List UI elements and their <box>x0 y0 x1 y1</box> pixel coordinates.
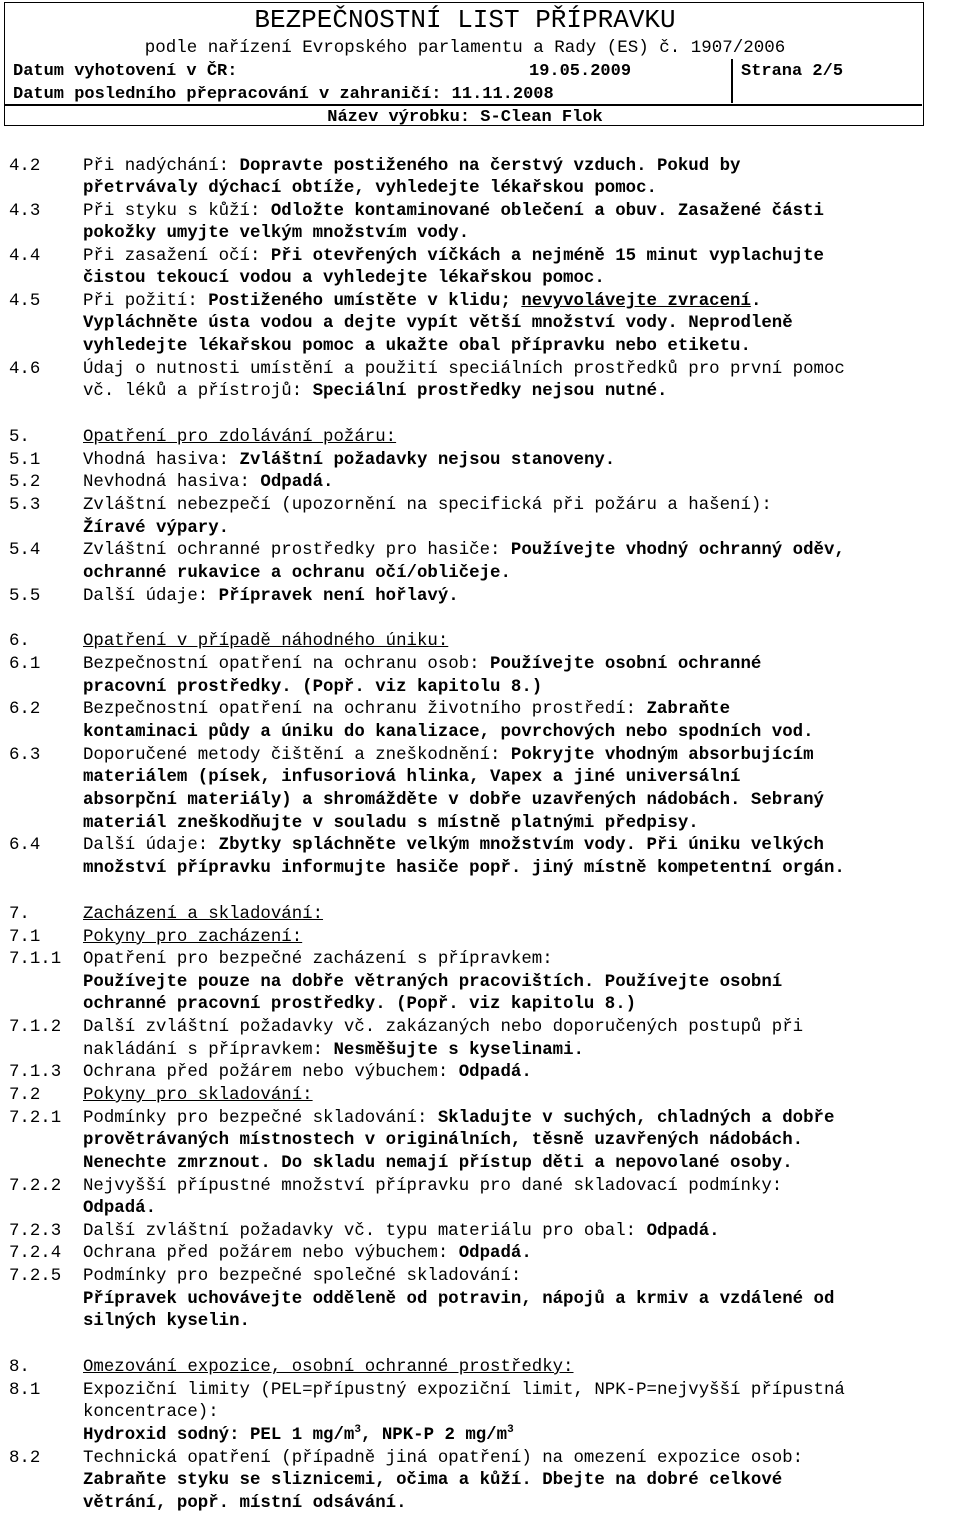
document-header <box>4 2 924 126</box>
item-text: Ochrana před požárem nebo výbuchem: Odpadá. <box>83 1244 532 1263</box>
item-text: Podmínky pro bezpečné skladování: Skladujte v suchých, chladných a dobře <box>83 1109 835 1128</box>
item-text: materiál zneškodňujte v souladu s místně platnými předpisy. <box>83 814 699 833</box>
translation-date: Datum posledního přepracování v zahraničí: 11.11.2008 <box>13 85 554 104</box>
item-text: nakládání s přípravkem: Nesměšujte s kyselinami. <box>83 1041 584 1060</box>
item-text: Zvláštní ochranné prostředky pro hasiče: Používejte vhodný ochranný oděv, <box>83 541 845 560</box>
item-text: Při styku s kůží: Odložte kontaminované oblečení a obuv. Zasažené části <box>83 202 824 221</box>
item-text: silných kyselin. <box>83 1312 250 1331</box>
item-number: 5.5 <box>9 587 41 606</box>
item-number: 5.2 <box>9 473 41 492</box>
item-number: 6.4 <box>9 836 41 855</box>
item-number: 4.3 <box>9 202 41 221</box>
item-text: Zvláštní nebezpečí (upozornění na specifická při požáru a hašení): <box>83 496 772 515</box>
item-text: ochranné pracovní prostředky. (Popř. viz kapitolu 8.) <box>83 995 637 1014</box>
item-text: Při nadýchání: Dopravte postiženého na čerstvý vzduch. Pokud by <box>83 157 741 176</box>
item-text: Ochrana před požárem nebo výbuchem: Odpadá. <box>83 1063 532 1082</box>
item-text: Doporučené metody čištění a zneškodnění: Pokryjte vhodným absorbujícím <box>83 746 814 765</box>
item-text: Vypláchněte ústa vodou a dejte vypít větší množství vody. Neprodleně <box>83 314 793 333</box>
item-text: čistou tekoucí vodou a vyhledejte lékařskou pomoc. <box>83 269 605 288</box>
item-text: Bezpečnostní opatření na ochranu životního prostředí: Zabraňte <box>83 700 731 719</box>
item-text: Další zvláštní požadavky vč. zakázaných nebo doporučených postupů při <box>83 1018 804 1037</box>
item-text: Zabraňte styku se sliznicemi, očima a kůží. Dbejte na dobré celkové <box>83 1471 783 1490</box>
document-title: BEZPEČNOSTNÍ LIST PŘÍPRAVKU <box>254 5 676 35</box>
section-heading: Omezování expozice, osobní ochranné prostředky: <box>83 1358 574 1377</box>
item-text: vyhledejte lékařskou pomoc a ukažte obal přípravku nebo etiketu. <box>83 337 751 356</box>
item-text: provětrávaných místnostech v originálních, těsně uzavřených nádobách. <box>83 1131 804 1150</box>
item-text: Podmínky pro bezpečné společné skladování: <box>83 1267 522 1286</box>
item-number: 7.2.2 <box>9 1177 62 1196</box>
item-text: Vhodná hasiva: Zvláštní požadavky nejsou stanoveny. <box>83 451 616 470</box>
item-number: 7.2.3 <box>9 1222 62 1241</box>
section-heading: Opatření pro zdolávání požáru: <box>83 428 397 447</box>
regulation-reference: podle nařízení Evropského parlamentu a Rady (ES) č. 1907/2006 <box>144 38 786 58</box>
item-number: 8.1 <box>9 1381 41 1400</box>
item-text: Technická opatření (případně jiná opatření) na omezení expozice osob: <box>83 1449 804 1468</box>
item-number: 7.2.5 <box>9 1267 62 1286</box>
subsection-heading: Pokyny pro skladování: <box>83 1086 313 1105</box>
item-number: 4.2 <box>9 157 41 176</box>
section-heading: Opatření v případě náhodného úniku: <box>83 632 449 651</box>
section-number: 7. <box>9 905 30 924</box>
section-number: 6. <box>9 632 30 651</box>
item-text: vč. léků a přístrojů: Speciální prostředky nejsou nutné. <box>83 382 668 401</box>
section-number: 8. <box>9 1358 30 1377</box>
item-number: 7.1.2 <box>9 1018 62 1037</box>
header-rule <box>5 104 922 106</box>
item-text: materiálem (písek, infusoriová hlinka, Vapex a jiné universální <box>83 768 741 787</box>
item-text: Nejvyšší přípustné množství přípravku pro dané skladovací podmínky: <box>83 1177 783 1196</box>
item-text: Při zasažení očí: Při otevřených víčkách a nejméně 15 minut vyplachujte <box>83 247 824 266</box>
product-name: Název výrobku: S-Clean Flok <box>327 108 603 127</box>
item-text: pokožky umyjte velkým množstvím vody. <box>83 224 470 243</box>
item-text: Opatření pro bezpečné zacházení s přípravkem: <box>83 950 553 969</box>
item-text: koncentrace): <box>83 1403 219 1422</box>
subsection-heading: Pokyny pro zacházení: <box>83 928 303 947</box>
item-text: pracovní prostředky. (Popř. viz kapitolu 8.) <box>83 678 543 697</box>
section-number: 5. <box>9 428 30 447</box>
item-number: 5.3 <box>9 496 41 515</box>
item-text: kontaminaci půdy a úniku do kanalizace, povrchových nebo spodních vod. <box>83 723 814 742</box>
item-text: Nenechte zmrznout. Do skladu nemají přístup děti a nepovolané osoby. <box>83 1154 793 1173</box>
item-text: větrání, popř. místní odsávání. <box>83 1494 407 1513</box>
item-text: Další údaje: Zbytky spláchněte velkým množstvím vody. Při úniku velkých <box>83 836 824 855</box>
item-text: Žíravé výpary. <box>83 519 230 538</box>
issue-date-value: 19.05.2009 <box>529 62 632 81</box>
item-number: 5.1 <box>9 451 41 470</box>
item-text: absorpční materiály) a shromážděte v dobře uzavřených nádobách. Sebraný <box>83 791 824 810</box>
header-divider <box>731 59 733 103</box>
item-number: 5.4 <box>9 541 41 560</box>
issue-date-label: Datum vyhotovení v ČR: <box>13 62 238 81</box>
item-text: Další zvláštní požadavky vč. typu materiálu pro obal: Odpadá. <box>83 1222 720 1241</box>
item-number: 8.2 <box>9 1449 41 1468</box>
item-text: Odpadá. <box>83 1199 157 1218</box>
item-text: Další údaje: Přípravek není hořlavý. <box>83 587 459 606</box>
item-text: Expoziční limity (PEL=přípustný expoziční limit, NPK-P=nejvyšší přípustná <box>83 1381 845 1400</box>
item-text: Při požití: Postiženého umístěte v klidu; nevyvolávejte zvracení. <box>83 292 762 311</box>
item-text: Přípravek uchovávejte odděleně od potravin, nápojů a krmiv a vzdálené od <box>83 1290 835 1309</box>
item-text: přetrvávaly dýchací obtíže, vyhledejte lékařskou pomoc. <box>83 179 657 198</box>
item-number: 6.3 <box>9 746 41 765</box>
item-text: množství přípravku informujte hasiče popř. jiný místně kompetentní orgán. <box>83 859 845 878</box>
item-number: 7.1.1 <box>9 950 62 969</box>
item-number: 6.1 <box>9 655 41 674</box>
item-number: 7.1.3 <box>9 1063 62 1082</box>
item-number: 7.2.4 <box>9 1244 62 1263</box>
subsection-number: 7.1 <box>9 928 41 947</box>
subsection-number: 7.2 <box>9 1086 41 1105</box>
exposure-limit: Hydroxid sodný: PEL 1 $mg/m^3$, NPK-P 2 $mg/m^3$ <box>83 1424 514 1445</box>
item-text: Bezpečnostní opatření na ochranu osob: Používejte osobní ochranné <box>83 655 762 674</box>
item-text: Údaj o nutnosti umístění a použití speciálních prostředků pro první pomoc <box>83 360 845 379</box>
item-number: 4.4 <box>9 247 41 266</box>
item-text: Používejte pouze na dobře větraných pracovištích. Používejte osobní <box>83 973 783 992</box>
item-number: 7.2.1 <box>9 1109 62 1128</box>
section-heading: Zacházení a skladování: <box>83 905 324 924</box>
item-number: 4.6 <box>9 360 41 379</box>
item-text: Nevhodná hasiva: Odpadá. <box>83 473 334 492</box>
item-number: 4.5 <box>9 292 41 311</box>
item-text: ochranné rukavice a ochranu očí/obličeje. <box>83 564 511 583</box>
page-number: Strana 2/5 <box>741 62 844 81</box>
item-number: 6.2 <box>9 700 41 719</box>
